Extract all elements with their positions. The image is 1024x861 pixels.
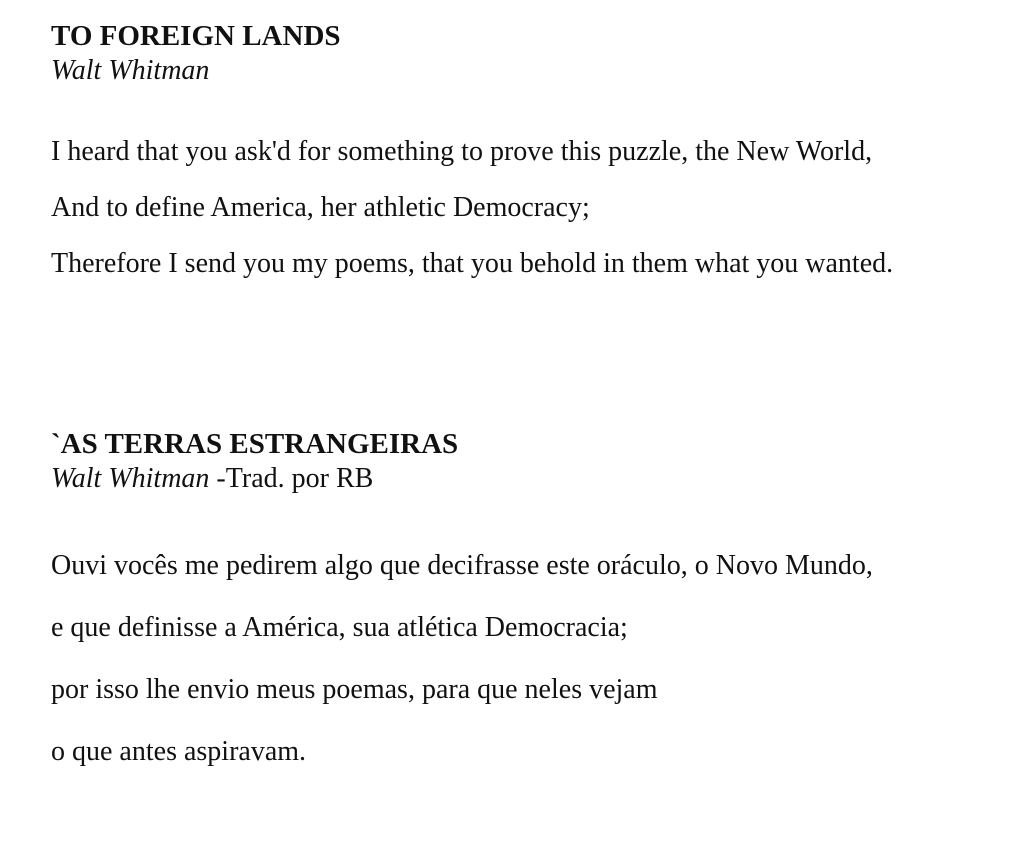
poem-byline bbox=[51, 462, 1004, 496]
poem-verse: o que antes aspiravam. bbox=[51, 736, 307, 767]
poem-verse: por isso lhe envio meus poemas, para que neles vejam bbox=[51, 674, 658, 705]
poem-title: TO FOREIGN LANDS bbox=[51, 20, 341, 52]
poem-portuguese bbox=[51, 426, 1004, 783]
poem-byline bbox=[51, 54, 1004, 88]
poem-verse: I heard that you ask'd for something to prove this puzzle, the New World, bbox=[51, 136, 873, 167]
poem-verse: Ouvi vocês me pedirem algo que decifrasse este oráculo, o Novo Mundo, bbox=[51, 550, 873, 581]
poem-author: Walt Whitman bbox=[51, 463, 210, 494]
poem-english bbox=[51, 18, 1004, 292]
poem-verse: Therefore I send you my poems, that you behold in them what you wanted. bbox=[51, 248, 894, 279]
poem-title: `AS TERRAS ESTRANGEIRAS bbox=[51, 428, 459, 460]
poem-author: Walt Whitman bbox=[51, 55, 210, 86]
poem-verses bbox=[51, 124, 1004, 292]
translation-credit: -Trad. por RB bbox=[209, 463, 374, 494]
poem-verse: e que definisse a América, sua atlética Democracia; bbox=[51, 612, 628, 643]
poem-verse: And to define America, her athletic Democracy; bbox=[51, 192, 590, 223]
poem-verses bbox=[51, 535, 1004, 783]
